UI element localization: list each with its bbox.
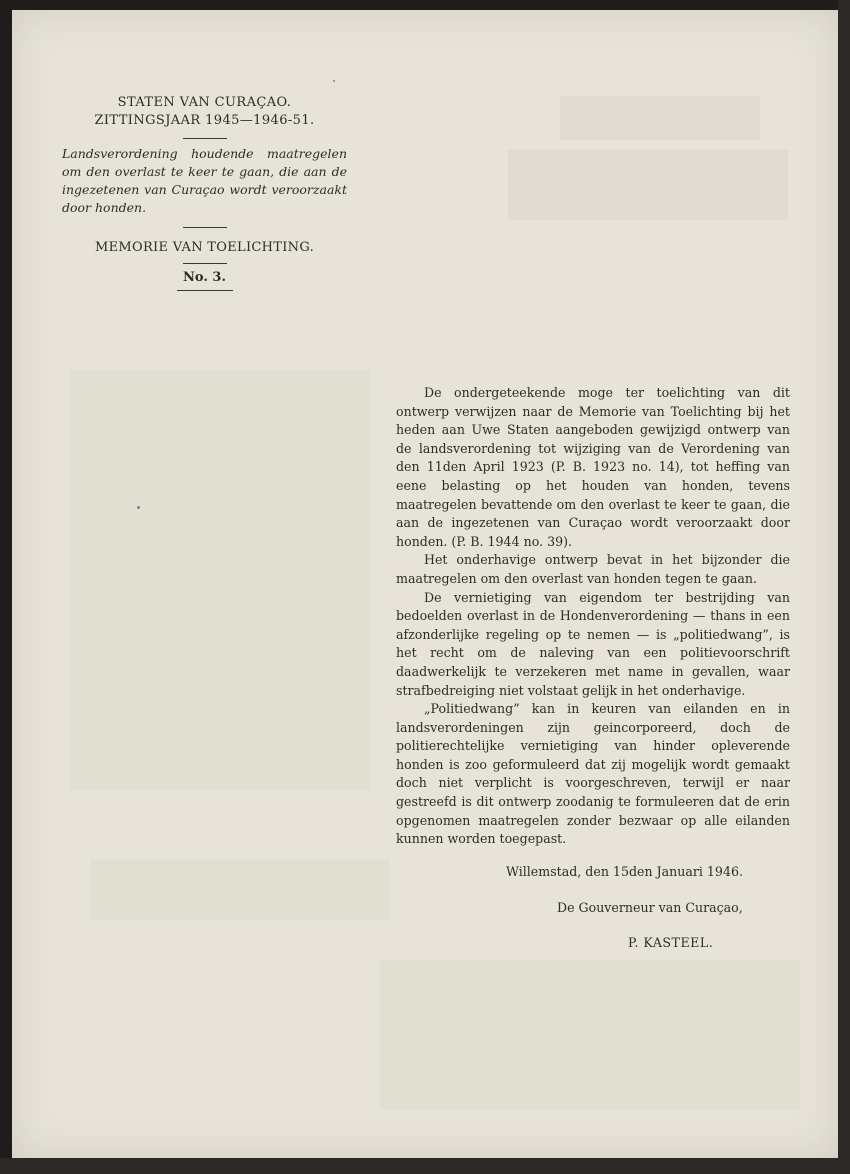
assembly-title: STATEN VAN CURAÇAO. <box>117 95 292 110</box>
scan-edge-bottom <box>0 1158 850 1174</box>
divider <box>183 138 227 139</box>
signature-name: P. KASTEEL. <box>628 935 714 950</box>
paragraph: Het onderhavige ontwerp bevat in het bijzonder die maatregelen om den overlast van honden tegen te gaan. <box>396 552 790 586</box>
speck <box>137 506 140 509</box>
session-year: ZITTINGSJAAR 1945—1946-51. <box>94 113 315 128</box>
governor-title: De Gouverneur van Curaçao, <box>557 900 743 915</box>
document-header <box>62 94 347 291</box>
paragraph: De vernietiging van eigendom ter bestrijding van bedoelden overlast in de Hondenverordening — thans in een afzonderlijke regeling op te nemen — is „politiedwang”, is het recht om de naleving van een politievoorschrift daadwerkelijk te verzekeren met name in gevallen, waar strafbedreiging niet volstaat gelijk in het onderhavige. <box>396 589 790 698</box>
scan-edge <box>838 0 850 1174</box>
divider <box>177 290 233 291</box>
ordinance-subject: Landsverordening houdende maatregelen om den overlast te keer te gaan, die aan de ingezetenen van Curaçao wordt veroorzaakt door honden. <box>62 146 347 215</box>
explanatory-body <box>396 384 790 849</box>
speck <box>333 80 335 82</box>
place-and-date: Willemstad, den 15den Januari 1946. <box>506 864 743 879</box>
paragraph: „Politiedwang” kan in keuren van eilanden en in landsverordeningen zijn geincorporeerd, doch de politierechtelijke vernietiging van hinder opleverende honden is zoo geformuleerd dat zij mogelijk wordt gemaakt doch niet verplicht is voorgeschreven, terwijl er naar gestreefd is dit ontwerp zoodanig te formuleeren dat de erin opgenomen maatregelen zonder bezwaar op alle eilanden kunnen worden toegepast. <box>396 701 790 847</box>
paragraph: De ondergeteekende moge ter toelichting van dit ontwerp verwijzen naar de Memorie van Toelichting bij het heden aan Uwe Staten aangeboden gewijzigd ontwerp van de landsverordening tot wijziging van de Verordening van den 11den April 1923 (P. B. 1923 no. 14), tot heffing van eene belasting op het houden van honden, tevens maatregelen bevattende om den overlast te keer te gaan, die aan de ingezetenen van Curaçao wordt veroorzaakt door honden. (P. B. 1944 no. 39). <box>396 385 790 549</box>
document-number: No. 3. <box>183 270 226 285</box>
divider <box>183 263 227 264</box>
document-type: MEMORIE VAN TOELICHTING. <box>94 240 315 255</box>
divider <box>183 227 227 228</box>
